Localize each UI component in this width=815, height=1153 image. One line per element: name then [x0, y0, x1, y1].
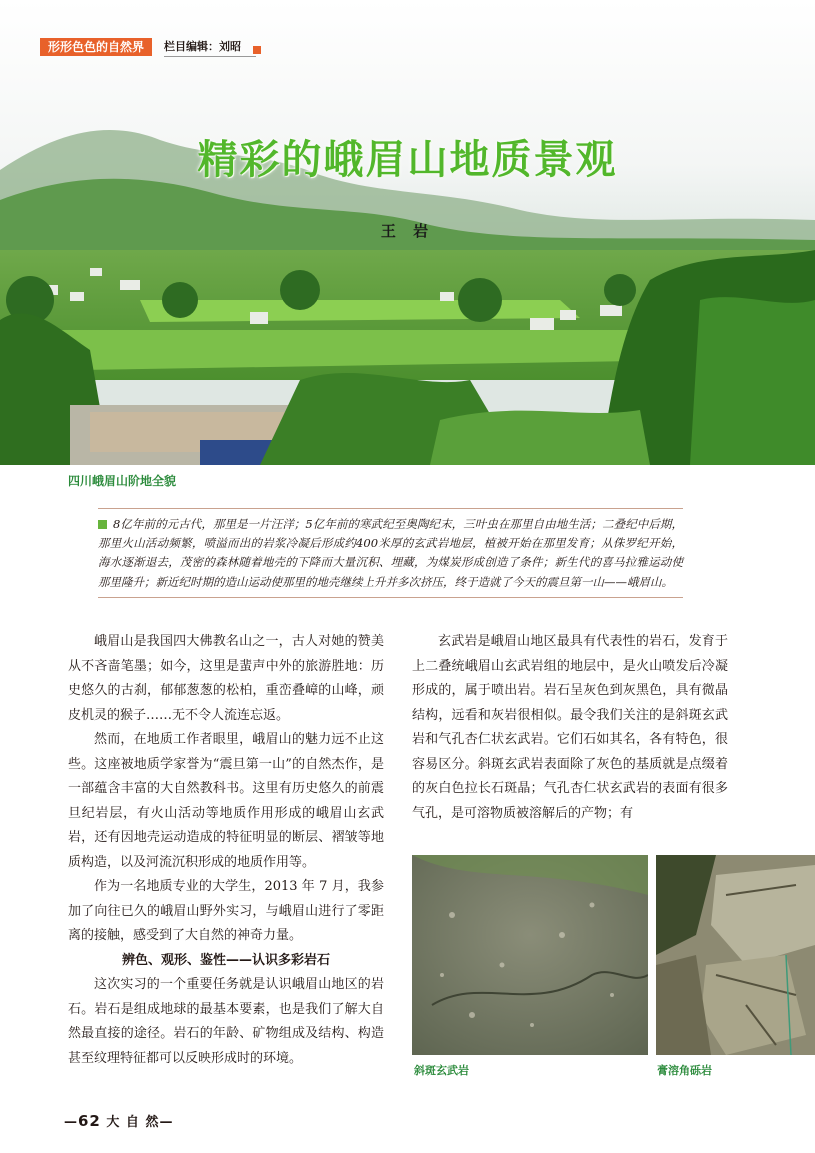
page-number: 62 — [78, 1112, 101, 1130]
paragraph: 作为一名地质专业的大学生，2013 年 7 月，我参加了向往已久的峨眉山野外实习，与峨眉山进行了零距离的接触，感受到了大自然的神奇力量。 — [68, 879, 384, 943]
page-footer: —62 大 自 然— — [64, 1112, 174, 1130]
body-column-left — [68, 630, 384, 1071]
column-editor: 栏目编辑：刘昭 — [164, 40, 241, 53]
breccia-photo — [656, 855, 815, 1055]
header-square-mark — [253, 46, 261, 54]
paragraph: 然而，在地质工作者眼里，峨眉山的魅力远不止这些。这座被地质学家誉为“震旦第一山”的自然杰作，是一部蕴含丰富的大自然教科书。这里有历史悠久的前震旦纪岩层，有火山活动等地质作用形成的峨眉山玄武岩，还有因地壳运动造成的特征明显的断层、褶皱等地质构造，以及河流沉积形成的地质作用等。 — [68, 732, 384, 870]
article-author: 王 岩 — [380, 222, 435, 240]
abstract-top-rule — [98, 508, 683, 509]
paragraph: 这次实习的一个重要任务就是认识峨眉山地区的岩石。岩石是组成地球的最基本要素，也是我们了解大自然最直接的途径。岩石的年龄、矿物组成及结构、构造甚至纹理特征都可以反映形成时的环境。 — [68, 977, 384, 1066]
abstract-bullet-icon — [98, 520, 107, 529]
photo-caption-breccia: 膏溶角砾岩 — [657, 1064, 712, 1077]
paragraph: 玄武岩是峨眉山地区最具有代表性的岩石，发育于上二叠统峨眉山玄武岩组的地层中，是火山喷发后冷凝形成的，属于喷出岩。岩石呈灰色到灰黑色，具有微晶结构，远看和灰岩很相似。最令我们关注的是斜斑玄武岩和气孔杏仁状玄武岩。它们石如其名，各有特色，很容易区分。斜斑玄武岩表面除了灰色的基质就是点缀着的灰白色拉长石斑晶；气孔杏仁状玄武岩的表面有很多气孔，是可溶物质被溶解后的产物；有 — [412, 634, 728, 821]
basalt-photo — [412, 855, 648, 1055]
article-title: 精彩的峨眉山地质景观 — [197, 137, 618, 183]
hero-caption: 四川峨眉山阶地全貌 — [68, 474, 177, 488]
photo-caption-basalt: 斜斑玄武岩 — [414, 1064, 469, 1077]
abstract-bottom-rule — [98, 597, 683, 598]
article-abstract — [98, 515, 683, 592]
abstract-text: 8亿年前的元古代，那里是一片汪洋；5亿年前的寒武纪至奥陶纪末，三叶虫在那里自由地生活；二叠纪中后期，那里火山活动频繁，喷溢而出的岩浆冷凝后形成约400米厚的玄武岩地层，植被开始在那里发育；从侏罗纪开始，海水逐渐退去，茂密的森林随着地壳的下降而大量沉积、埋藏，为煤炭形成创造了条件；新生代的喜马拉雅运动使那里隆升；新近纪时期的造山运动使那里的地壳继续上升并多次挤压，终于造就了今天的震旦第一山——峨眉山。 — [98, 517, 683, 589]
section-tag: 形形色色的自然界 — [40, 38, 152, 56]
paragraph: 峨眉山是我国四大佛教名山之一，古人对她的赞美从不吝啬笔墨；如今，这里是蜚声中外的旅游胜地：历史悠久的古刹，郁郁葱葱的松柏，重峦叠嶂的山峰，顽皮机灵的猴子……无不令人流连忘返。 — [68, 634, 384, 723]
header-divider — [164, 56, 256, 57]
body-column-right — [412, 630, 728, 826]
section-subheading: 辨色、观形、鉴性——认识多彩岩石 — [121, 952, 330, 968]
magazine-name: 大 自 然 — [106, 1115, 160, 1130]
